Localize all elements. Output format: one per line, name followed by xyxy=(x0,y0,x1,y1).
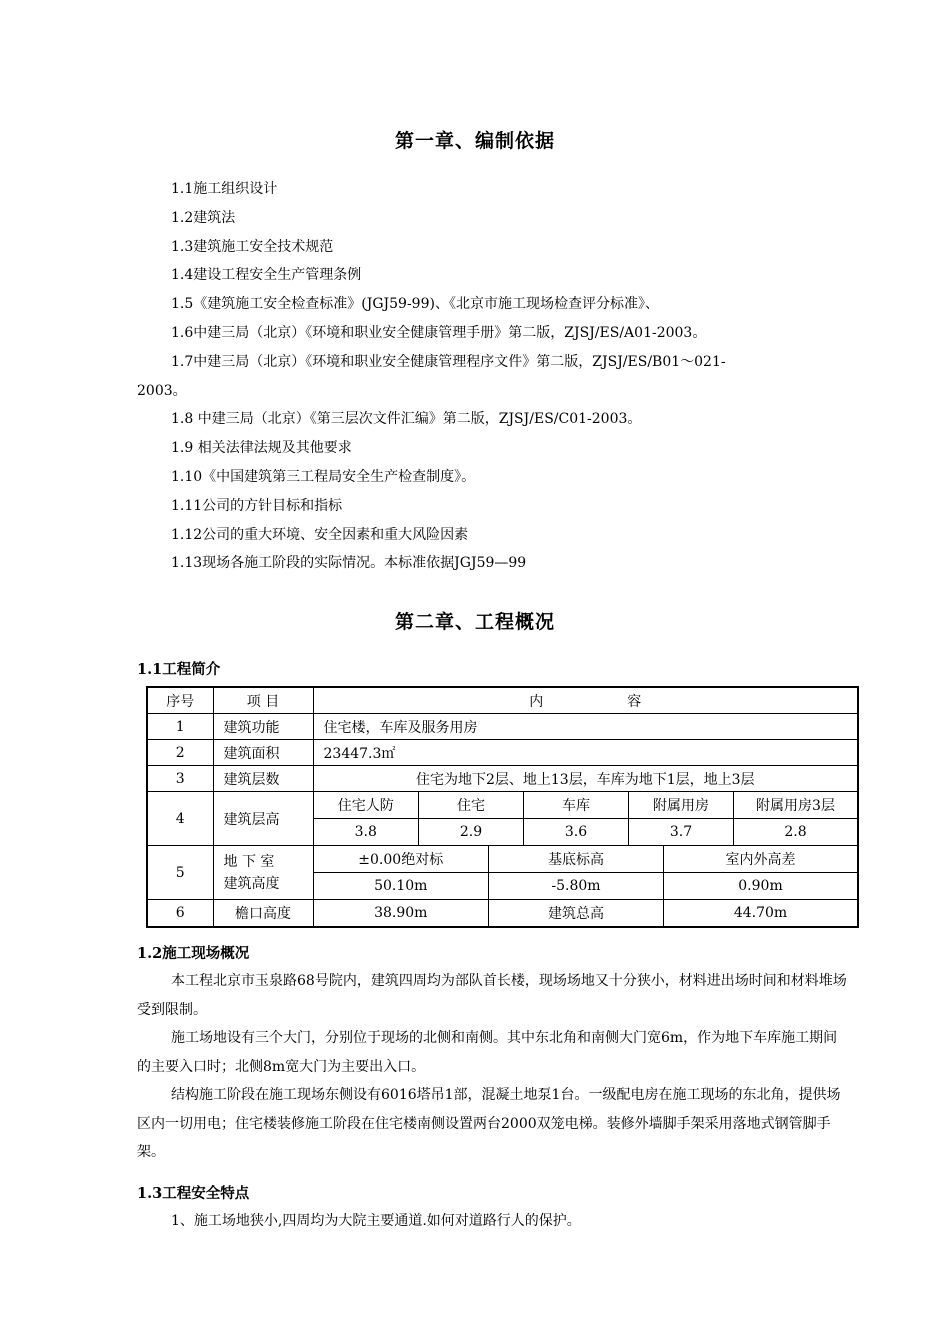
paragraph: 1、施工场地狭小,四周均为大院主要通道.如何对道路行人的保护。 xyxy=(171,1213,581,1229)
floor-height-label: 附属用房3层 xyxy=(734,792,858,819)
basis-item: 1.7中建三局（北京）《环境和职业安全健康管理程序文件》第二版，ZJSJ/ES/B01～021- xyxy=(171,353,726,370)
basement-label: 室内外高差 xyxy=(664,846,858,873)
safety-features xyxy=(137,1207,849,1236)
row-item: 建筑层数 xyxy=(213,766,313,792)
chapter1-title: 第一章、编制依据 xyxy=(394,130,555,152)
floor-height-value: 2.8 xyxy=(734,819,858,846)
row-item-line: 地 下 室 xyxy=(223,853,275,870)
paragraph: 本工程北京市玉泉路68号院内，建筑四周均为部队首长楼，现场场地又十分狭小，材料进出场时间和材料堆场受到限制。 xyxy=(137,973,847,1018)
row-item: 檐口高度 xyxy=(213,900,313,928)
header-no: 序号 xyxy=(147,687,213,714)
floor-height-label: 住宅 xyxy=(419,792,524,819)
basis-item: 1.5《建筑施工安全检查标准》(JGJ59-99)、《北京市施工现场检查评分标准》、 xyxy=(171,296,659,313)
table-row xyxy=(147,766,858,792)
basis-item-continuation: 2003。 xyxy=(137,382,187,399)
section-heading-site: 1.2施工现场概况 xyxy=(137,945,250,962)
floor-height-label: 住宅人防 xyxy=(314,792,419,819)
basis-item: 1.4建设工程安全生产管理条例 xyxy=(171,267,362,284)
project-overview-table xyxy=(146,686,859,928)
row-no: 1 xyxy=(147,714,213,740)
floor-height-label: 附属用房 xyxy=(629,792,734,819)
eave-height-subtable xyxy=(314,900,858,926)
paragraph: 施工场地设有三个大门，分别位于现场的北侧和南侧。其中东北角和南侧大门宽6m，作为地下车库施工期间的主要入口时；北侧8m宽大门为主要出入口。 xyxy=(137,1030,838,1075)
row-content: 23447.3㎡ xyxy=(313,740,858,766)
basement-value: -5.80m xyxy=(489,873,664,900)
row-content: 住宅为地下2层、地上13层，车库为地下1层，地上3层 xyxy=(313,766,858,792)
floor-height-value: 3.8 xyxy=(314,819,419,846)
floor-height-value: 3.6 xyxy=(524,819,629,846)
row-no: 4 xyxy=(147,792,213,846)
basis-item: 1.9 相关法律法规及其他要求 xyxy=(171,440,352,457)
row-no: 6 xyxy=(147,900,213,928)
basement-height-subtable xyxy=(314,846,858,899)
floor-height-label: 车库 xyxy=(524,792,629,819)
basis-item: 1.3建筑施工安全技术规范 xyxy=(171,238,334,255)
basis-item: 1.1施工组织设计 xyxy=(171,181,278,197)
basement-value: 50.10m xyxy=(314,873,489,900)
basis-item: 1.11公司的方针目标和指标 xyxy=(171,497,343,514)
eave-height-value: 38.90m xyxy=(314,900,489,926)
basement-height-subtable-cell xyxy=(313,846,858,900)
floor-height-value: 2.9 xyxy=(419,819,524,846)
eave-height-subtable-cell xyxy=(313,900,858,928)
row-item xyxy=(213,846,313,900)
table-row xyxy=(147,900,858,928)
total-height-label: 建筑总高 xyxy=(489,900,664,926)
section-heading-overview: 1.1工程简介 xyxy=(137,661,221,678)
basement-value: 0.90m xyxy=(664,873,858,900)
basis-item: 1.12公司的重大环境、安全因素和重大风险因素 xyxy=(171,526,469,543)
total-height-value: 44.70m xyxy=(664,900,858,926)
header-content: 内 容 xyxy=(313,687,858,714)
site-description xyxy=(137,967,849,1167)
basis-item: 1.2建筑法 xyxy=(171,209,236,226)
basement-label: ±0.00绝对标 xyxy=(314,846,489,873)
row-item: 建筑面积 xyxy=(213,740,313,766)
floor-height-value: 3.7 xyxy=(629,819,734,846)
table-row xyxy=(147,792,858,846)
header-item: 项 目 xyxy=(213,687,313,714)
basis-item: 1.6中建三局（北京）《环境和职业安全健康管理手册》第二版，ZJSJ/ES/A01-2003。 xyxy=(171,324,707,341)
floor-height-subtable-cell xyxy=(313,792,858,846)
table-row xyxy=(147,714,858,740)
basis-item: 1.10《中国建筑第三工程局安全生产检查制度》。 xyxy=(171,468,476,485)
basis-item: 1.13现场各施工阶段的实际情况。本标准依据JGJ59—99 xyxy=(171,555,527,572)
row-item: 建筑层高 xyxy=(213,792,313,846)
row-no: 3 xyxy=(147,766,213,792)
row-item: 建筑功能 xyxy=(213,714,313,740)
section-heading-safety: 1.3工程安全特点 xyxy=(137,1185,250,1202)
table-row xyxy=(147,740,858,766)
row-content: 住宅楼，车库及服务用房 xyxy=(313,714,858,740)
basement-label: 基底标高 xyxy=(489,846,664,873)
basis-list xyxy=(137,175,847,578)
basis-item: 1.8 中建三局（北京）《第三层次文件汇编》第二版，ZJSJ/ES/C01-2003。 xyxy=(171,411,642,428)
row-item-line: 建筑高度 xyxy=(223,875,280,892)
table-row xyxy=(147,846,858,900)
table-header-row xyxy=(147,687,858,714)
row-no: 5 xyxy=(147,846,213,900)
paragraph: 结构施工阶段在施工现场东侧设有6016塔吊1部，混凝土地泵1台。一级配电房在施工现场的东北角，提供场区内一切用电；住宅楼装修施工阶段在住宅楼南侧设置两台2000双笼电梯。装修外墙脚手架采用落地式钢管脚手架。 xyxy=(137,1087,841,1160)
floor-height-subtable xyxy=(314,792,858,845)
chapter2-title: 第二章、工程概况 xyxy=(394,611,555,633)
row-no: 2 xyxy=(147,740,213,766)
